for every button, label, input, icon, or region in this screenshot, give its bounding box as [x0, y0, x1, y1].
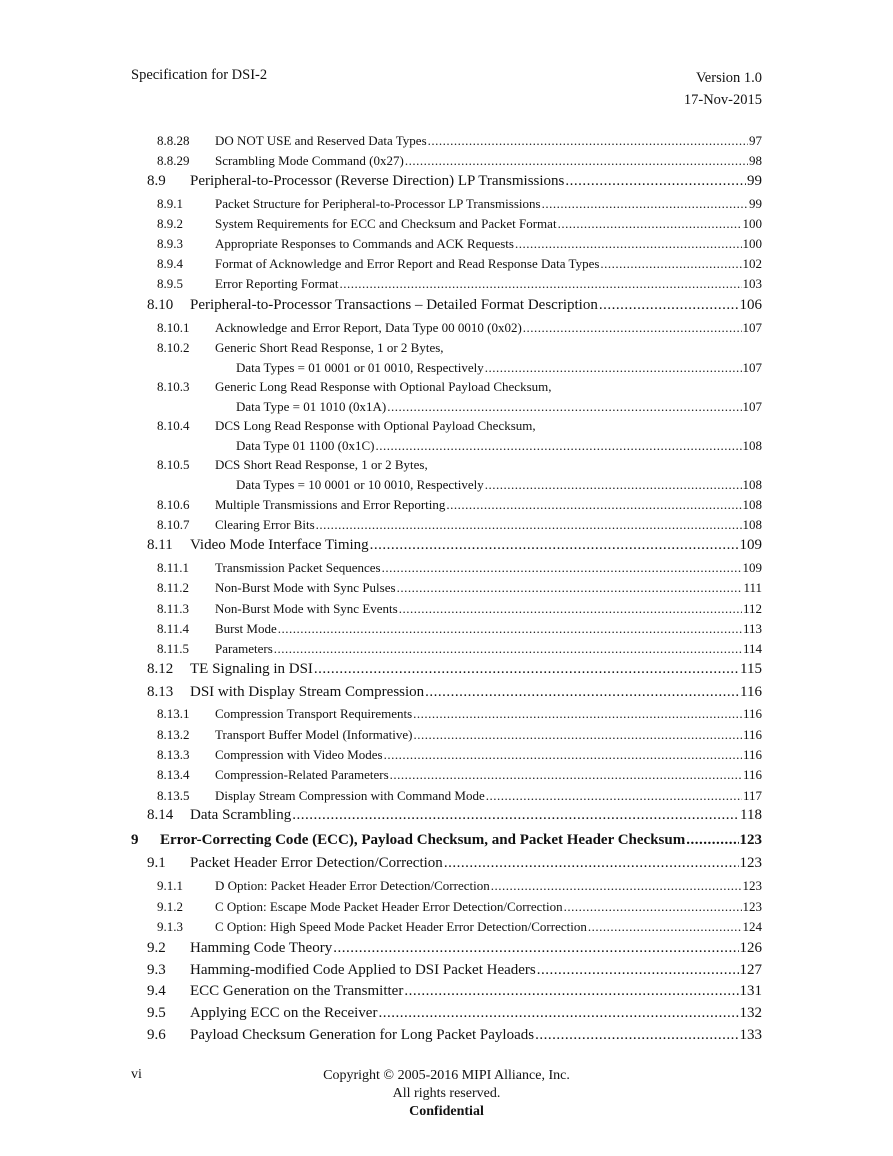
toc-entry-page: 107 — [742, 399, 762, 414]
toc-entry-continuation[interactable] — [236, 360, 762, 376]
toc-entry-page: 123 — [742, 899, 762, 914]
toc-entry-title: Burst Mode — [215, 621, 277, 636]
toc-entry[interactable] — [190, 1005, 762, 1022]
toc-entry-subtitle: Data Type = 01 1010 (0x1A) — [236, 399, 387, 414]
toc-leader-dots — [491, 878, 742, 894]
toc-entry-number: 8.13.1 — [157, 706, 190, 721]
toc-entry-number: 8.14 — [147, 807, 174, 823]
toc-entry-page: 98 — [749, 153, 762, 168]
toc-leader-dots — [274, 641, 742, 657]
toc-leader-dots — [413, 706, 742, 722]
toc-entry-number: 8.11 — [147, 537, 173, 553]
toc-entry-number: 8.10 — [147, 297, 174, 313]
toc-leader-dots — [542, 196, 748, 212]
toc-entry[interactable] — [190, 962, 762, 979]
toc-entry-page: 124 — [742, 919, 762, 934]
toc-entry-title: Peripheral-to-Processor (Reverse Direction) LP Transmissions — [190, 173, 565, 189]
toc-entry[interactable] — [215, 580, 762, 596]
toc-entry-subtitle: Data Type 01 1100 (0x1C) — [236, 438, 375, 453]
toc-leader-dots — [535, 1027, 738, 1044]
toc-entry-number: 8.9 — [147, 173, 166, 189]
toc-entry[interactable] — [215, 899, 762, 915]
toc-entry-page: 113 — [742, 621, 762, 636]
toc-entry[interactable] — [190, 173, 762, 190]
toc-leader-dots — [370, 537, 739, 554]
toc-leader-dots — [278, 621, 742, 637]
toc-entry[interactable] — [215, 747, 762, 763]
toc-entry[interactable] — [190, 661, 762, 678]
toc-entry[interactable] — [190, 297, 762, 314]
toc-entry-title: Payload Checksum Generation for Long Packet Payloads — [190, 1027, 535, 1043]
toc-entry-page: 106 — [739, 297, 762, 313]
toc-entry-page: 126 — [739, 940, 762, 956]
toc-entry-subtitle: Data Types = 01 0001 or 01 0010, Respectively — [236, 360, 484, 375]
toc-entry-title[interactable]: DCS Short Read Response, 1 or 2 Bytes, — [215, 457, 428, 472]
toc-leader-dots — [405, 153, 748, 169]
toc-leader-dots — [523, 320, 742, 336]
toc-entry-number: 8.9.5 — [157, 276, 183, 291]
toc-entry-page: 100 — [742, 236, 762, 251]
toc-entry-page: 100 — [742, 216, 762, 231]
toc-entry[interactable] — [215, 256, 762, 272]
toc-entry-number: 8.10.7 — [157, 517, 190, 532]
toc-entry-title: DO NOT USE and Reserved Data Types — [215, 133, 427, 148]
toc-entry-page: 102 — [742, 256, 762, 271]
toc-leader-dots — [414, 727, 742, 743]
toc-leader-dots — [537, 962, 739, 979]
toc-entry-page: 109 — [739, 537, 762, 553]
toc-leader-dots — [564, 899, 742, 915]
toc-entry-number: 8.13.5 — [157, 788, 190, 803]
toc-entry-number: 8.10.2 — [157, 340, 190, 355]
toc-entry-number: 8.13.4 — [157, 767, 190, 782]
toc-entry-continuation[interactable] — [236, 438, 762, 454]
header-version: Version 1.0 — [695, 70, 762, 86]
toc-leader-dots — [486, 788, 742, 804]
toc-entry[interactable] — [215, 919, 762, 935]
toc-entry-number: 9.3 — [147, 962, 166, 978]
header-date: 17-Nov-2015 — [683, 92, 762, 108]
toc-entry[interactable] — [215, 641, 762, 657]
toc-entry[interactable] — [215, 706, 762, 722]
toc-entry-page: 116 — [742, 767, 762, 782]
toc-entry-number: 8.8.29 — [157, 153, 190, 168]
toc-entry-page: 116 — [740, 684, 762, 700]
toc-entry[interactable] — [190, 940, 762, 957]
toc-entry[interactable] — [215, 320, 762, 336]
toc-entry-title[interactable]: DCS Long Read Response with Optional Payload Checksum, — [215, 418, 536, 433]
toc-entry-subtitle: Data Types = 10 0001 or 10 0010, Respectively — [236, 477, 484, 492]
toc-entry[interactable] — [190, 807, 762, 824]
toc-leader-dots — [600, 256, 741, 272]
toc-entry[interactable] — [215, 196, 762, 212]
toc-entry-page: 123 — [739, 855, 762, 871]
toc-entry-number: 8.10.5 — [157, 457, 190, 472]
toc-entry-page: 118 — [740, 807, 762, 823]
toc-entry-number: 8.11.5 — [157, 641, 190, 656]
toc-entry-title: C Option: High Speed Mode Packet Header Error Detection/Correction — [215, 919, 587, 934]
toc-entry[interactable] — [215, 497, 762, 513]
toc-entry[interactable] — [215, 767, 762, 783]
toc-entry-title: Data Scrambling — [190, 807, 292, 823]
toc-entry[interactable] — [190, 855, 762, 872]
toc-entry-title: Compression Transport Requirements — [215, 706, 413, 721]
toc-leader-dots — [375, 438, 741, 454]
toc-entry[interactable] — [215, 621, 762, 637]
toc-entry-title[interactable]: Generic Short Read Response, 1 or 2 Bytes, — [215, 340, 444, 355]
toc-entry-page: 108 — [742, 438, 762, 453]
toc-entry-title: Format of Acknowledge and Error Report and Read Response Data Types — [215, 256, 600, 271]
toc-entry-page: 131 — [739, 983, 762, 999]
toc-entry[interactable] — [190, 1027, 762, 1044]
toc-entry-number: 8.11.4 — [157, 621, 190, 636]
toc-entry-page: 116 — [742, 706, 762, 721]
toc-entry-number: 9.6 — [147, 1027, 166, 1043]
toc-entry[interactable] — [190, 684, 762, 701]
toc-entry-number: 8.9.2 — [157, 216, 183, 231]
toc-entry-number: 8.13.2 — [157, 727, 190, 742]
toc-entry[interactable] — [215, 560, 762, 576]
toc-entry[interactable] — [160, 832, 762, 849]
toc-leader-dots — [378, 1005, 738, 1022]
toc-entry[interactable] — [190, 983, 762, 1000]
toc-leader-dots — [565, 173, 746, 190]
toc-entry-number: 8.9.3 — [157, 236, 183, 251]
toc-leader-dots — [382, 560, 742, 576]
toc-entry-number: 9.4 — [147, 983, 166, 999]
toc-entry-title: D Option: Packet Header Error Detection/Correction — [215, 878, 490, 893]
toc-entry-number: 8.10.6 — [157, 497, 190, 512]
toc-entry-title: Applying ECC on the Receiver — [190, 1005, 378, 1021]
footer-copyright-block — [0, 1067, 893, 1121]
toc-entry-number: 8.10.3 — [157, 379, 190, 394]
toc-entry-page: 108 — [742, 517, 762, 532]
toc-leader-dots — [292, 807, 739, 824]
toc-entry-page: 108 — [742, 477, 762, 492]
toc-entry[interactable] — [215, 517, 762, 533]
toc-entry-page: 132 — [739, 1005, 762, 1021]
toc-entry-title: Packet Structure for Peripheral-to-Processor LP Transmissions — [215, 196, 541, 211]
toc-entry-number: 9.1 — [147, 855, 166, 871]
toc-entry[interactable] — [215, 878, 762, 894]
toc-entry[interactable] — [215, 276, 762, 292]
toc-entry-title: Display Stream Compression with Command Mode — [215, 788, 485, 803]
toc-entry-number: 8.13 — [147, 684, 174, 700]
toc-entry-number: 8.11.3 — [157, 601, 190, 616]
toc-entry-title[interactable]: Generic Long Read Response with Optional Payload Checksum, — [215, 379, 552, 394]
toc-leader-dots — [428, 133, 748, 149]
toc-entry-title: TE Signaling in DSI — [190, 661, 313, 677]
toc-leader-dots — [444, 855, 739, 872]
toc-entry[interactable] — [215, 727, 762, 743]
toc-entry-page: 123 — [739, 832, 762, 848]
toc-leader-dots — [425, 684, 739, 701]
toc-entry-page: 115 — [740, 661, 762, 677]
header-title: Specification for DSI-2 — [131, 67, 268, 83]
toc-entry-number: 8.11.2 — [157, 580, 190, 595]
toc-entry-title: Clearing Error Bits — [215, 517, 315, 532]
footer-rights: All rights reserved. — [392, 1086, 501, 1101]
toc-leader-dots — [588, 919, 742, 935]
toc-entry-page: 116 — [742, 747, 762, 762]
footer-copyright: Copyright © 2005-2016 MIPI Alliance, Inc. — [323, 1068, 570, 1083]
toc-entry-title: Compression-Related Parameters — [215, 767, 389, 782]
toc-entry-title: DSI with Display Stream Compression — [190, 684, 425, 700]
toc-entry-title: Non-Burst Mode with Sync Events — [215, 601, 398, 616]
toc-leader-dots — [446, 497, 741, 513]
toc-entry-number: 8.10.4 — [157, 418, 190, 433]
toc-entry-title: Scrambling Mode Command (0x27) — [215, 153, 404, 168]
toc-leader-dots — [397, 580, 743, 596]
toc-entry-continuation[interactable] — [236, 477, 762, 493]
toc-entry-title: System Requirements for ECC and Checksum and Packet Format — [215, 216, 557, 231]
toc-leader-dots — [515, 236, 742, 252]
toc-entry-title: Transmission Packet Sequences — [215, 560, 381, 575]
toc-entry-number: 8.13.3 — [157, 747, 190, 762]
toc-entry-title: Appropriate Responses to Commands and ACK Requests — [215, 236, 514, 251]
toc-entry-title: Parameters — [215, 641, 273, 656]
toc-entry-title: Compression with Video Modes — [215, 747, 383, 762]
toc-leader-dots — [399, 601, 742, 617]
toc-entry-title: Hamming-modified Code Applied to DSI Packet Headers — [190, 962, 536, 978]
toc-entry-title: Acknowledge and Error Report, Data Type 00 0010 (0x02) — [215, 320, 522, 335]
toc-entry-page: 108 — [742, 497, 762, 512]
toc-entry[interactable] — [215, 133, 762, 149]
toc-entry-page: 99 — [749, 196, 762, 211]
toc-leader-dots — [558, 216, 742, 232]
footer-confidential: Confidential — [409, 1104, 484, 1119]
toc-entry-title: Packet Header Error Detection/Correction — [190, 855, 443, 871]
toc-leader-dots — [316, 517, 742, 533]
toc-leader-dots — [390, 767, 742, 783]
toc-leader-dots — [485, 477, 742, 493]
toc-entry-number: 8.11.1 — [157, 560, 190, 575]
toc-leader-dots — [384, 747, 742, 763]
toc-entry-number: 8.9.4 — [157, 256, 183, 271]
toc-entry[interactable] — [190, 537, 762, 554]
toc-entry-page: 111 — [743, 580, 762, 595]
toc-entry-page: 117 — [742, 788, 762, 803]
toc-entry-page: 107 — [742, 320, 762, 335]
toc-entry-number: 9 — [131, 832, 139, 848]
toc-entry-continuation[interactable] — [236, 399, 762, 415]
toc-entry-number: 8.12 — [147, 661, 174, 677]
toc-entry-page: 116 — [742, 727, 762, 742]
toc-entry-title: Peripheral-to-Processor Transactions – Detailed Format Description — [190, 297, 598, 313]
toc-entry-title: Transport Buffer Model (Informative) — [215, 727, 413, 742]
toc-entry-title: C Option: Escape Mode Packet Header Error Detection/Correction — [215, 899, 563, 914]
toc-entry-page: 107 — [742, 360, 762, 375]
toc-entry-title: Error Reporting Format — [215, 276, 339, 291]
toc-leader-dots — [333, 940, 738, 957]
toc-entry-number: 8.10.1 — [157, 320, 190, 335]
toc-entry-title: Hamming Code Theory — [190, 940, 333, 956]
toc-entry[interactable] — [215, 236, 762, 252]
toc-leader-dots — [485, 360, 742, 376]
toc-entry-number: 9.5 — [147, 1005, 166, 1021]
toc-entry-page: 97 — [749, 133, 762, 148]
toc-entry-number: 8.8.28 — [157, 133, 190, 148]
toc-leader-dots — [404, 983, 738, 1000]
toc-entry[interactable] — [215, 601, 762, 617]
toc-entry-page: 123 — [742, 878, 762, 893]
toc-leader-dots — [599, 297, 739, 314]
footer-page-number: vi — [131, 1067, 142, 1082]
toc-entry-title: ECC Generation on the Transmitter — [190, 983, 404, 999]
toc-entry-page: 114 — [742, 641, 762, 656]
toc-leader-dots — [686, 832, 738, 849]
toc-entry-number: 9.1.2 — [157, 899, 183, 914]
toc-entry-page: 127 — [739, 962, 762, 978]
toc-leader-dots — [387, 399, 741, 415]
toc-leader-dots — [314, 661, 739, 678]
toc-entry-page: 103 — [742, 276, 762, 291]
toc-entry-page: 112 — [742, 601, 762, 616]
toc-entry-page: 109 — [742, 560, 762, 575]
toc-entry-title: Error-Correcting Code (ECC), Payload Checksum, and Packet Header Checksum — [160, 832, 686, 848]
toc-entry-number: 9.2 — [147, 940, 166, 956]
toc-entry-title: Multiple Transmissions and Error Reporting — [215, 497, 446, 512]
toc-leader-dots — [339, 276, 741, 292]
toc-entry-number: 9.1.1 — [157, 878, 183, 893]
toc-entry-number: 9.1.3 — [157, 919, 183, 934]
toc-entry-page: 133 — [739, 1027, 762, 1043]
toc-entry-page: 99 — [747, 173, 762, 189]
toc-entry[interactable] — [215, 153, 762, 169]
toc-entry-title: Non-Burst Mode with Sync Pulses — [215, 580, 396, 595]
toc-entry[interactable] — [215, 216, 762, 232]
toc-entry-title: Video Mode Interface Timing — [190, 537, 369, 553]
toc-entry-number: 8.9.1 — [157, 196, 183, 211]
toc-entry[interactable] — [215, 788, 762, 804]
